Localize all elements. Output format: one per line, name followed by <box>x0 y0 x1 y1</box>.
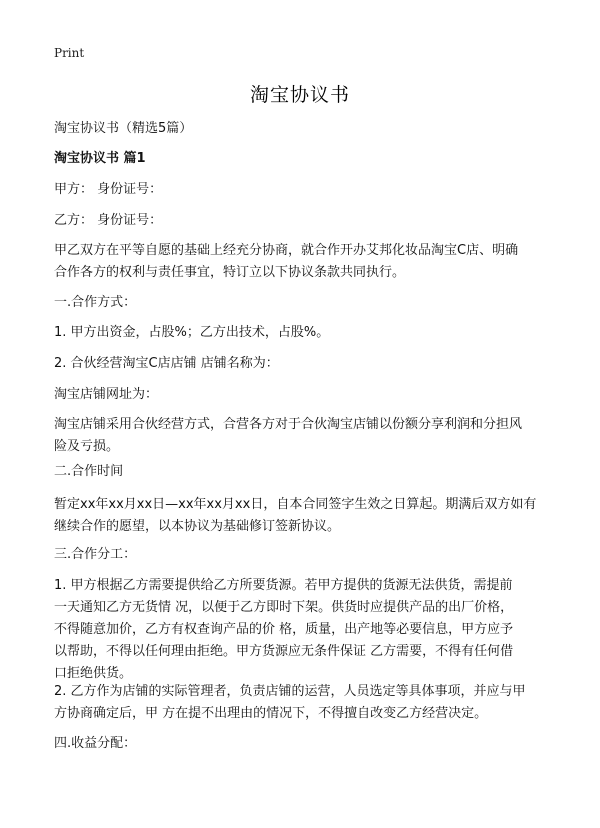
document-title: 淘宝协议书 <box>249 84 350 106</box>
section-4-heading: 四.收益分配： <box>54 736 137 751</box>
section-3-item-1-line: 一天通知乙方无货情 况，以便于乙方即时下架。供货时应提供产品的出厂价格， <box>54 600 514 615</box>
section-heading: 淘宝协议书 篇1 <box>54 151 146 166</box>
shop-url-line: 淘宝店铺网址为： <box>54 387 159 402</box>
document-subtitle: 淘宝协议书（精选5篇） <box>54 121 193 136</box>
shop-mode-line: 险及亏损。 <box>54 439 120 454</box>
section-3-heading: 三.合作分工： <box>54 547 137 562</box>
section-1-item-1: 1. 甲方出资金，占股%；乙方出技术，占股%。 <box>54 325 330 340</box>
section-2-line: 暂定xx年xx月xx日—xx年xx月xx日，自本合同签字生效之日算起。期满后双方如有 <box>54 497 537 512</box>
section-2-line: 继续合作的愿望，以本协议为基础修订签新协议。 <box>54 519 341 534</box>
section-3-item-1-line: 口拒绝供货。 <box>54 666 133 681</box>
section-1-item-2: 2. 合伙经营淘宝C店店铺 店铺名称为： <box>54 356 279 371</box>
shop-mode-paragraph <box>54 414 554 458</box>
section-3-item-2-line: 方协商确定后，甲 方在提不出理由的情况下，不得擅自改变乙方经营决定。 <box>54 706 488 721</box>
section-3-item-2 <box>54 681 554 725</box>
intro-paragraph <box>54 240 554 284</box>
section-2-heading: 二.合作时间 <box>54 464 124 479</box>
party-b-line: 乙方： 身份证号： <box>54 213 163 228</box>
party-a-line: 甲方： 身份证号： <box>54 182 163 197</box>
section-3-item-1 <box>54 575 554 685</box>
section-3-item-1-line: 1. 甲方根据乙方需要提供给乙方所要货源。若甲方提供的货源无法供货，需提前 <box>54 578 513 593</box>
section-3-item-1-line: 以帮助，不得以任何理由拒绝。甲方货源应无条件保证 乙方需要，不得有任何借 <box>54 644 514 659</box>
print-label: Print <box>54 46 85 60</box>
section-2-paragraph <box>54 494 554 538</box>
section-1-heading: 一.合作方式： <box>54 295 137 310</box>
intro-line: 甲乙双方在平等自愿的基础上经充分协商，就合作开办艾邦化妆品淘宝C店、明确 <box>54 243 519 258</box>
section-3-item-2-line: 2. 乙方作为店铺的实际管理者，负责店铺的运营，人员选定等具体事项，并应与甲 <box>54 684 526 699</box>
shop-mode-line: 淘宝店铺采用合伙经营方式，合营各方对于合伙淘宝店铺以份额分享利润和分担风 <box>54 417 523 432</box>
intro-line: 合作各方的权利与责任事宜，特订立以下协议条款共同执行。 <box>54 265 406 280</box>
section-3-item-1-line: 不得随意加价，乙方有权查询产品的价 格，质量，出产地等必要信息，甲方应予 <box>54 622 514 637</box>
